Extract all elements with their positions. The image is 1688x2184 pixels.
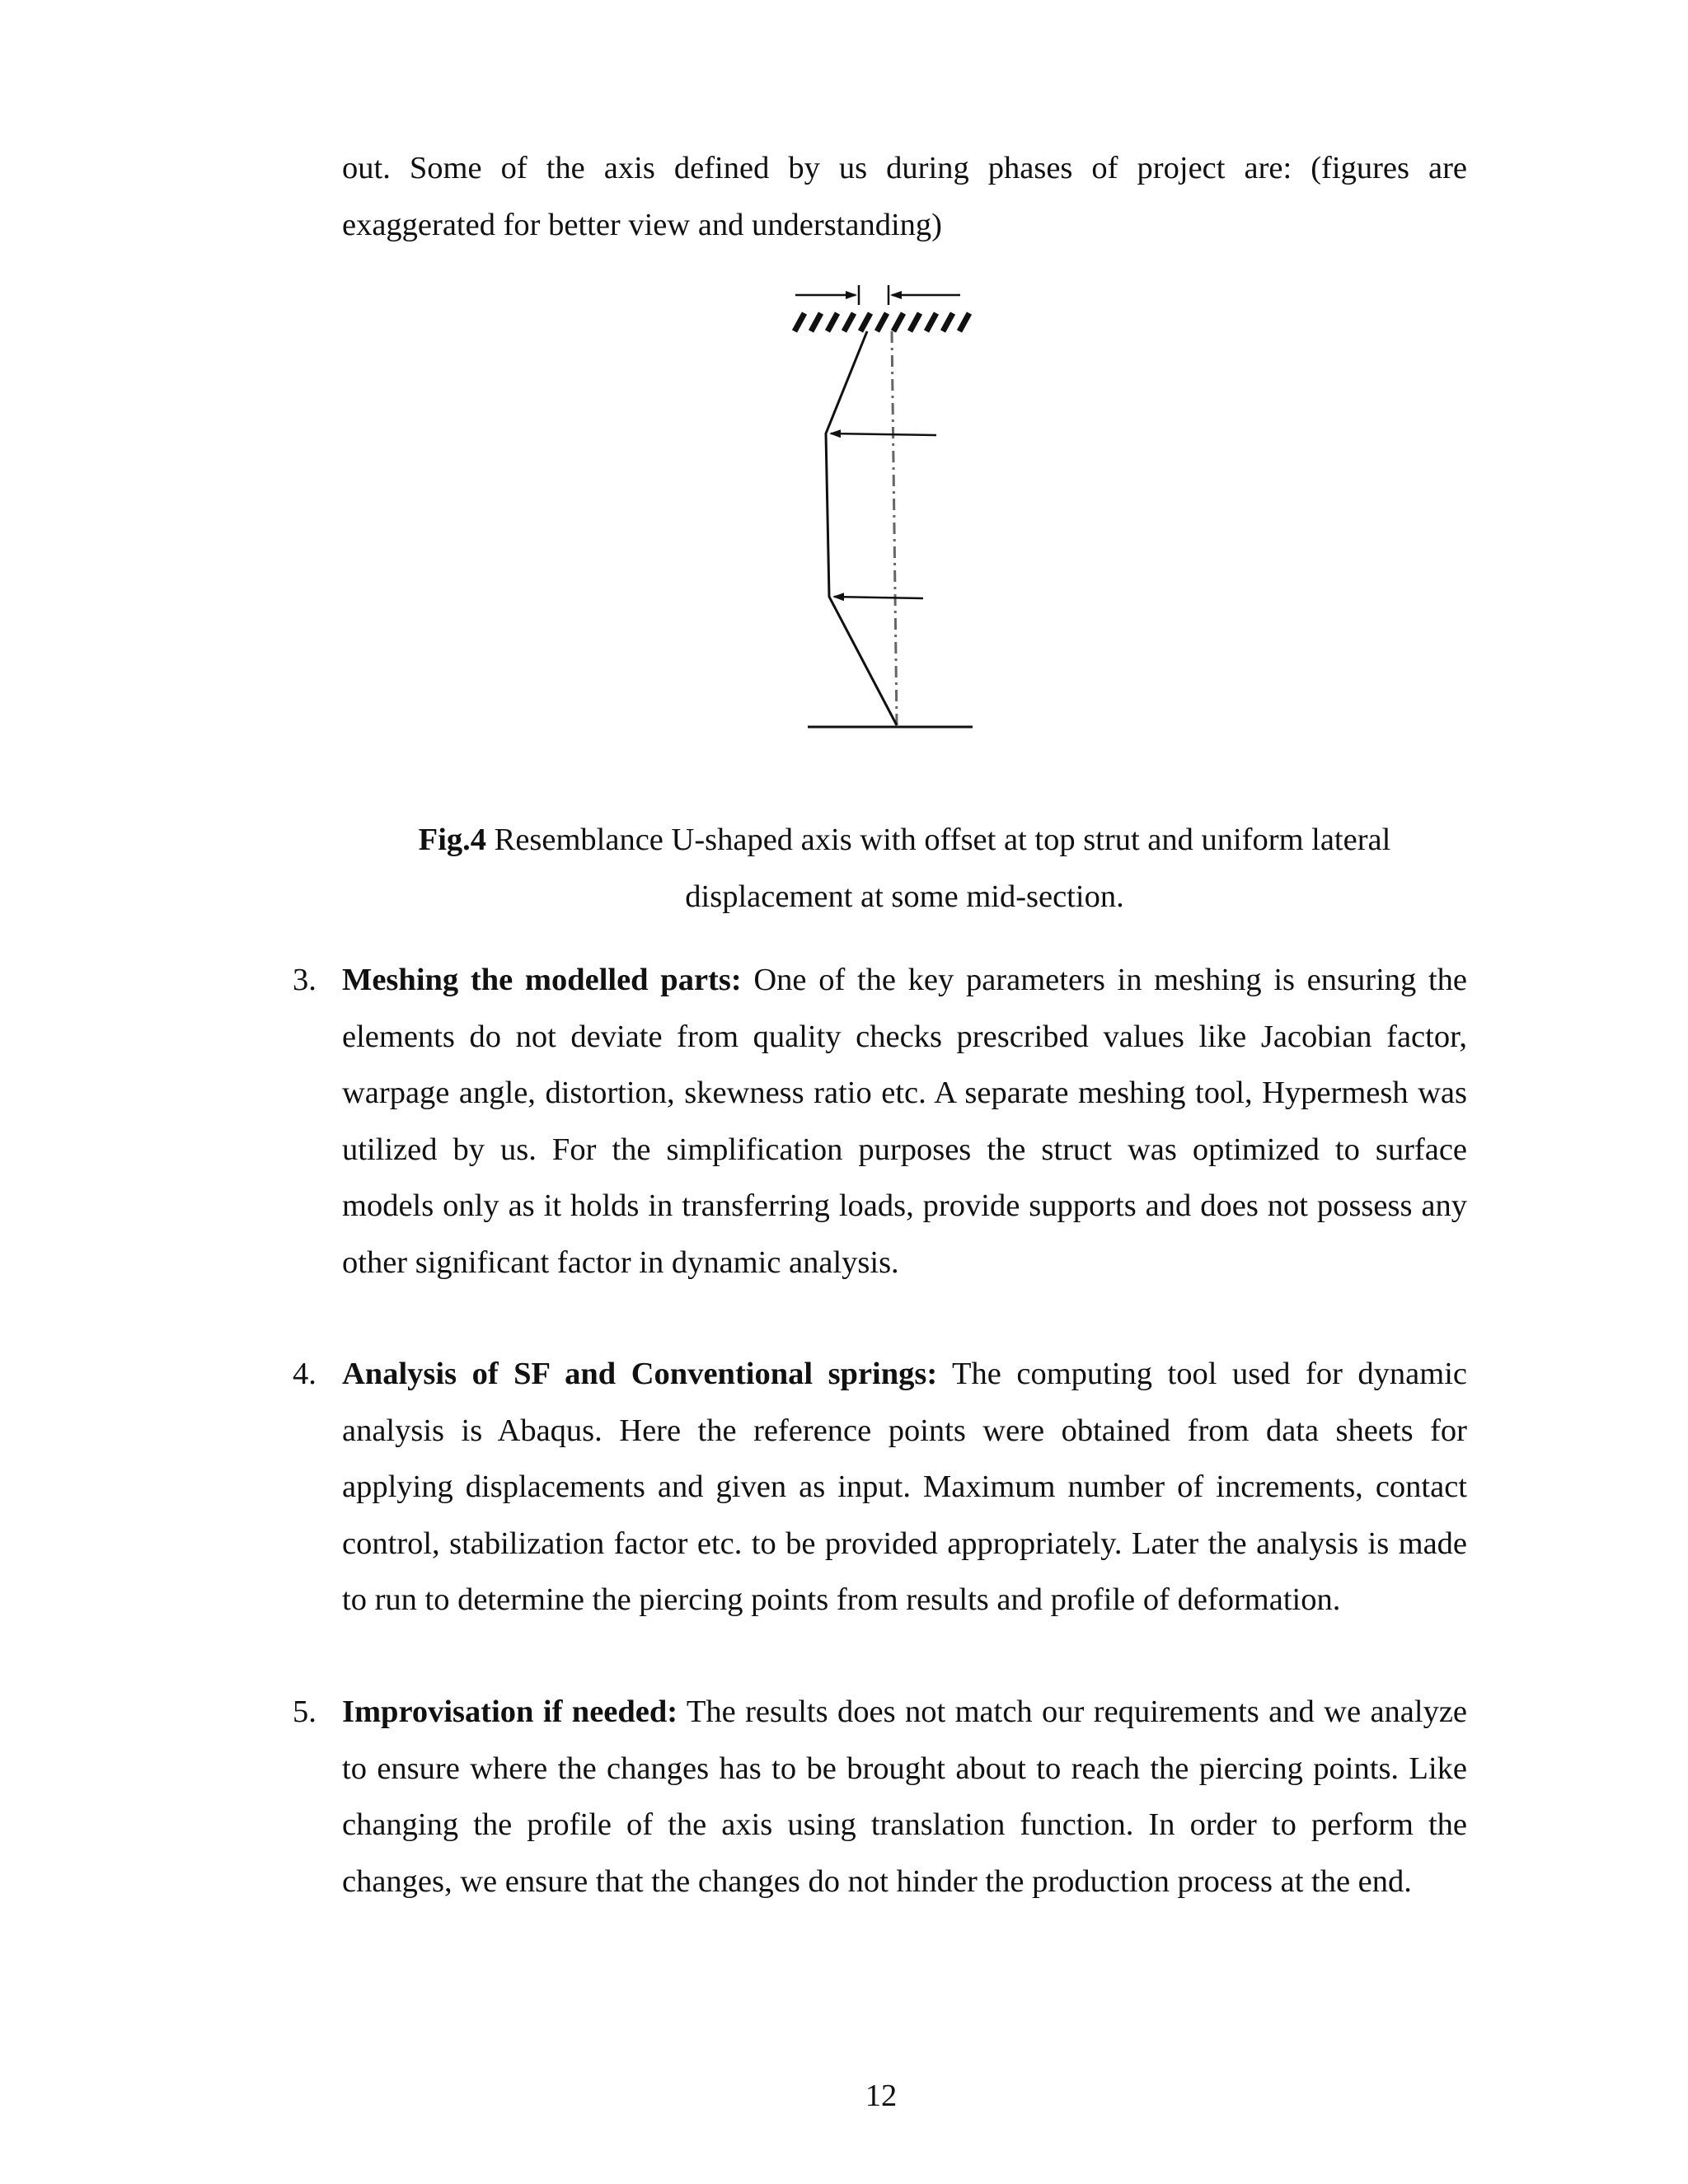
list-item-text: One of the key parameters in meshing is ensuring the elements do not deviate from quality checks prescribed values like Jacobian factor, warpage angle, distortion, skewness ratio etc. A separate meshing tool, Hypermesh was utilized by us. For the simplification purposes the struct was optimized to surface models only as it holds in transferring loads, provide supports and does not possess any other significant factor in dynamic analysis. (342, 963, 1468, 1280)
list-item-text: The computing tool used for dynamic analysis is Abaqus. Here the reference points were obtained from data sheets for applying displacements and given as input. Maximum number of increments, contact control, stabilization factor etc. to be provided appropriately. Later the analysis is made to run to determine the piercing points from results and profile of deformation. (342, 1357, 1467, 1617)
list-number: 5. (293, 1694, 316, 1729)
intro-paragraph: out. Some of the axis defined by us during phases of project are: (figures are exaggerated for better view and understanding) (342, 151, 1467, 242)
list-item-body (342, 1346, 1467, 1629)
list-item-title: Analysis of SF and Conventional springs: (342, 1357, 938, 1391)
list-item-text: The results does not match our requirements and we analyze to ensure where the changes has to be brought about to reach the piercing points. Like changing the profile of the axis using translation function. In order to perform the changes, we ensure that the changes do not hinder the production process at the end. (342, 1694, 1468, 1899)
figure-caption (342, 812, 1467, 925)
fixed-support-hatch (795, 313, 969, 331)
list-item-body (342, 952, 1467, 1291)
caption-line-1 (342, 812, 1467, 869)
lateral-load-arrow-lower (834, 597, 923, 598)
list-item-title: Meshing the modelled parts: (342, 963, 742, 997)
deformed-axis-line (826, 331, 897, 725)
offset-dimension-arrows (795, 285, 960, 305)
caption-text-1: Resemblance U-shaped axis with offset at top strut and uniform lateral (486, 823, 1391, 857)
lateral-load-arrow-upper (831, 434, 936, 435)
list-number: 3. (293, 963, 316, 997)
reference-axis-line (892, 331, 897, 725)
page-number: 12 (865, 2079, 898, 2113)
list-item-title: Improvisation if needed: (342, 1694, 678, 1729)
figure-4-diagram (775, 272, 997, 750)
list-number: 4. (293, 1357, 316, 1391)
list-item-body (342, 1684, 1467, 1910)
caption-line-2: displacement at some mid-section. (685, 879, 1124, 914)
caption-label: Fig.4 (418, 823, 487, 857)
